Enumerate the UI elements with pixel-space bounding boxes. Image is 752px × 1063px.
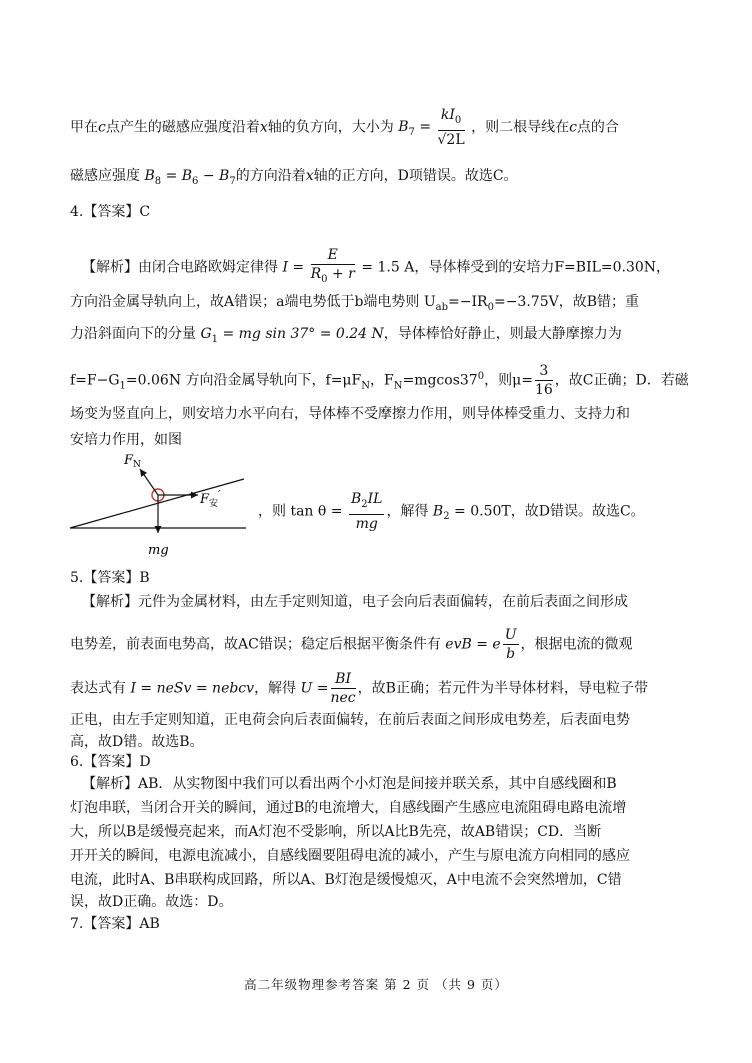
q6-line-4: 开开关的瞬间，电源电流减小，自感线圈要阻碍电流的减小，产生与原电流方向相同的感应	[70, 848, 630, 864]
q6-line-2: 灯泡串联，当闭合开关的瞬间，通过B的电流增大，自感线圈产生感应电流阻碍电路电流增	[70, 800, 627, 816]
q5-line-5: 高，故D错。故选B。	[70, 734, 204, 750]
var-c: c	[569, 119, 577, 136]
text: 甲在	[70, 119, 98, 136]
q6-line-1: 【解析】AB．从实物图中我们可以看出两个小灯泡是间接并联关系，其中自感线圈和B	[82, 776, 617, 792]
svg-text:F安′: $F_安'$	[200, 488, 221, 509]
q5-line-1: 【解析】元件为金属材料，由左手定则知道，电子会向后表面偏转，在前后表面之间形成	[82, 594, 628, 610]
var-c: c	[98, 119, 106, 136]
text: 【解析】由闭合电路欧姆定律得	[82, 259, 278, 276]
label-mg: mg	[148, 543, 169, 558]
svg-text:FN: $F_N$	[124, 453, 141, 470]
text: ，则二根导线在	[471, 119, 570, 136]
q4-line-1	[82, 246, 722, 289]
formula: I =	[282, 259, 305, 276]
q5-line-2: 电势差，前表面电势高，故AC错误；稳定后根据平衡条件有 evB = e $\frac{U}{b}$ ，根据电流的微观	[70, 627, 633, 662]
text: 的方向沿着	[235, 168, 306, 184]
label-FN: F	[124, 453, 134, 468]
intro-line-2	[70, 166, 710, 192]
var-x: x	[305, 168, 314, 184]
text: 磁感应强度	[70, 168, 140, 184]
var-x: x	[259, 119, 268, 136]
text: 轴的负方向，大小为	[267, 119, 394, 136]
q4-line-3: 力沿斜面向下的分量 $G_1$ = mg sin 37° = 0.24 N，导体棒恰好静止，则最大静摩擦力为	[70, 326, 622, 345]
normal-force-arrow	[140, 469, 158, 495]
text: 轴的正方向，D项错误。故选C。	[313, 168, 518, 184]
text: ，导体棒受到的安培力F=BIL=0.30N，	[414, 259, 671, 276]
q4-line-5: 场变为竖直向上，则安培力水平向右，导体棒不受摩擦力作用，则导体棒受重力、支持力和	[70, 406, 630, 422]
page-footer: 高二年级物理参考答案 第 2 页 （共 9 页）	[244, 977, 508, 992]
force-diagram	[66, 450, 266, 565]
label-Fan: F	[200, 492, 210, 507]
q7-answer-heading: 7.【答案】AB	[70, 916, 160, 932]
formula-B7: $B_7$ = $\frac{kI_0}{√2L}$	[398, 107, 465, 148]
q4-line-6: 安培力作用，如图	[70, 432, 182, 448]
text: 点产生的磁感应强度沿着	[105, 119, 260, 136]
q6-answer-heading: 6.【答案】D	[70, 754, 151, 770]
q5-line-3: 表达式有 I = neSv = nebcv，解得 U = $\frac{BI}{\text{nec}}$ ，故B正确；若元件为半导体材料，导电粒子带	[70, 671, 648, 706]
q5-line-4: 正电，由左手定则知道，正电荷会向后表面偏转，在前后表面之间形成电势差，后表面电势	[70, 712, 630, 728]
formula-B8: $B_8 = B_6 - B_7$	[144, 168, 236, 187]
q4-line-7: ，则 tan θ = $\frac{B_2IL}{mg}$ ，解得 $B_2 = 0.50T$，故D错误。故选C。	[258, 491, 645, 532]
q5-answer-heading: 5.【答案】B	[70, 570, 150, 586]
q4-line-2: 方向沿金属导轨向上，故A错误；a端电势低于b端电势则 $U_{ab}=-IR_0=-3.75V$，故B错；重	[70, 294, 639, 313]
q4-line-4: $f=F-G_1=0.06N$ 方向沿金属导轨向下，$f=\mu F_N$，$F_N=mgcos37^0$，则μ= $\frac{3}{16}$ ，故C正确；D．若磁	[70, 363, 689, 398]
q6-line-3: 大，所以B是缓慢亮起来，而A灯泡不受影响，所以A比B先亮，故AB错误；CD．当断	[70, 824, 602, 840]
q6-line-5: 电流，此时A、B串联构成回路，所以A、B灯泡是缓慢熄灭，A中电流不会突然增加，C错	[70, 872, 622, 888]
q6-line-6: 误，故D正确。故选：D。	[70, 894, 233, 910]
text: 点的合	[576, 119, 619, 136]
intro-line-1	[70, 106, 710, 149]
formula: = 1.5 A	[356, 259, 415, 276]
fraction: $\frac{E}{R_0 + r}$	[310, 247, 355, 285]
q4-answer-heading: 4.【答案】C	[70, 204, 151, 220]
